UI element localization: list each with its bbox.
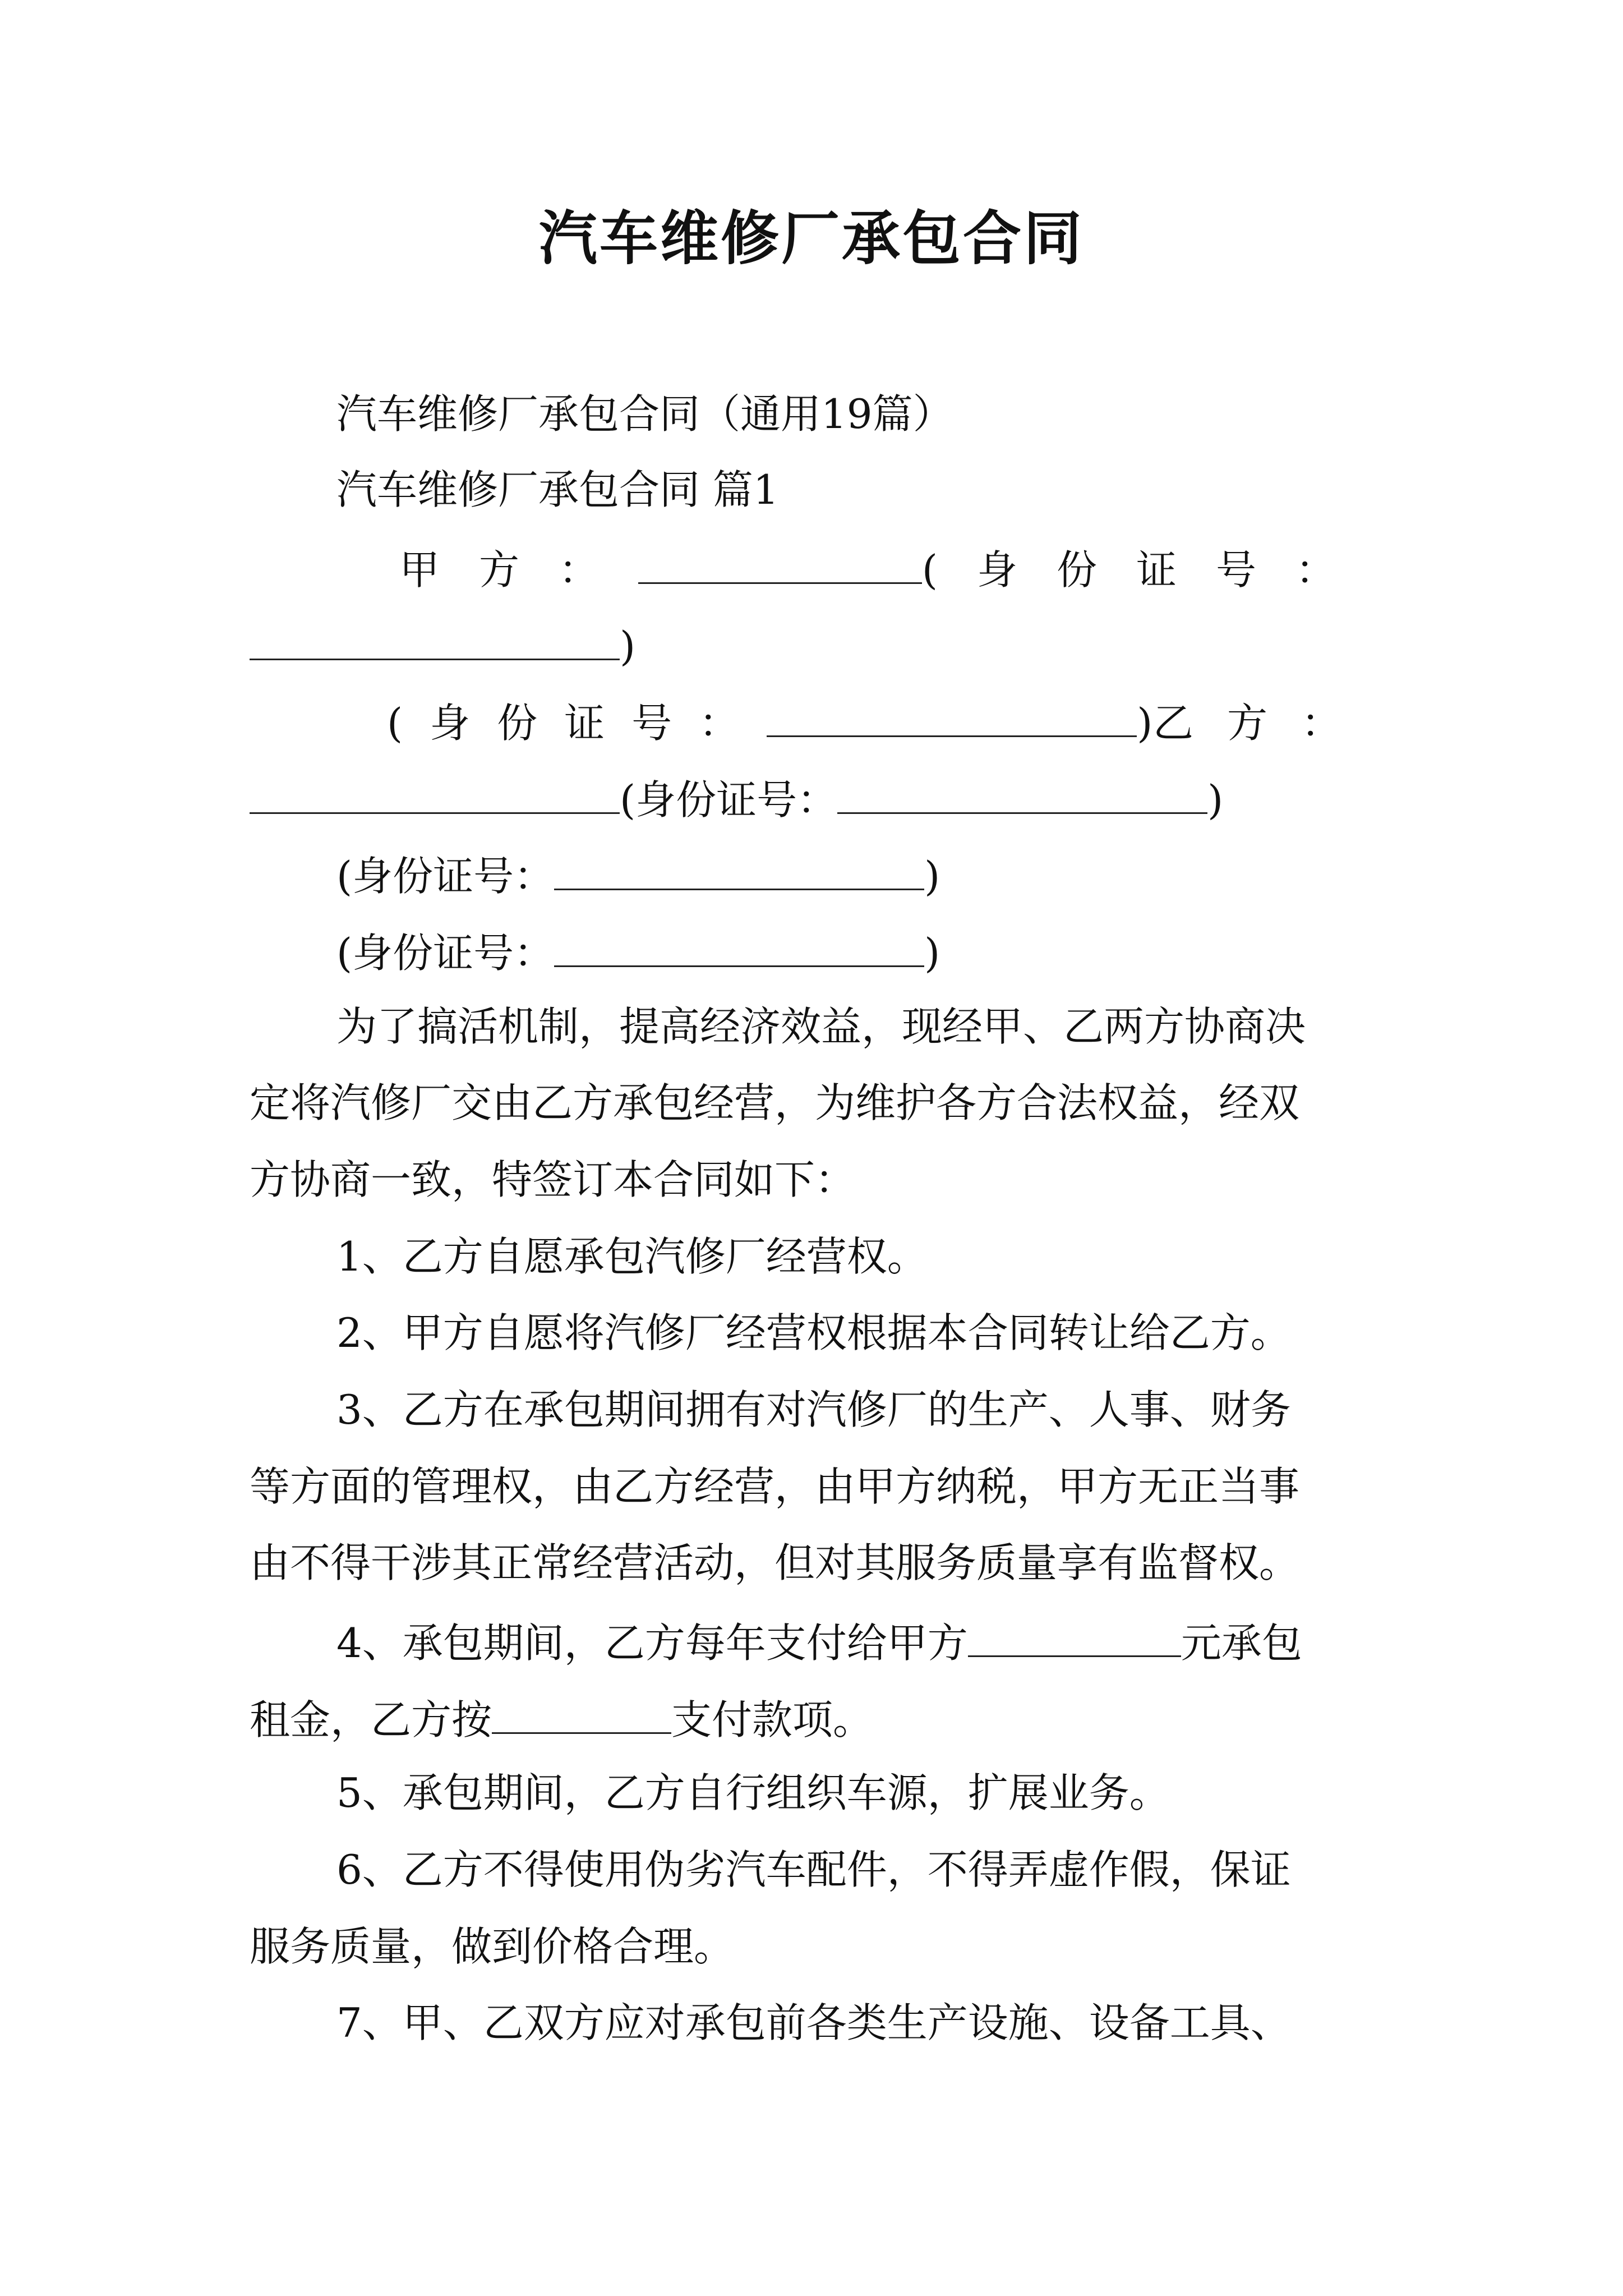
id-line-2-label: (身份证号： [336, 930, 555, 977]
id-line-1 [336, 845, 940, 904]
clause-3-line-2: 等方面的管理权，由乙方经营，由甲方纳税，甲方无正当事 [250, 1463, 1300, 1510]
document-subtitle: 汽车维修厂承包合同（通用19篇） [336, 390, 953, 438]
party-a-id-label: (身份证号： [921, 546, 1375, 593]
party-a-id-row [250, 615, 635, 674]
intro-line-2: 定将汽修厂交由乙方承包经营，为维护各方合法权益，经双 [250, 1079, 1300, 1126]
clause-2: 2、甲方自愿将汽修厂经营权根据本合同转让给乙方。 [336, 1309, 1291, 1356]
clause-6-line-1: 6、乙方不得使用伪劣汽车配件，不得弄虚作假，保证 [336, 1846, 1291, 1893]
party-b-label: 乙方： [1152, 700, 1375, 747]
payment-method-blank [492, 1688, 671, 1734]
party-b-close-paren: ) [1207, 776, 1224, 823]
clause-4-prefix: 4、承包期间，乙方每年支付给甲方 [336, 1619, 968, 1667]
party-a-close-paren: ) [620, 623, 636, 670]
id-line-2-blank [554, 922, 924, 967]
party-b-id-blank [837, 769, 1207, 814]
rent-amount-blank [968, 1612, 1181, 1657]
intro-line-1: 为了搞活机制，提高经济效益，现经甲、乙两方协商决 [336, 1003, 1306, 1050]
party-b-id-row [250, 769, 1223, 828]
party-a-row [399, 539, 1375, 598]
party-b-name-blank [250, 769, 620, 814]
party-b-id-label: (身份证号： [620, 776, 838, 823]
clause-4-suffix: 元承包 [1181, 1619, 1302, 1667]
id-label-row3: (身份证号： [387, 700, 767, 747]
close-paren-row3: ) [1137, 700, 1153, 747]
party-b-row [387, 692, 1375, 751]
clause-5: 5、承包期间，乙方自行组织车源，扩展业务。 [336, 1769, 1170, 1816]
section-heading: 汽车维修厂承包合同 篇1 [336, 466, 779, 513]
document-title: 汽车维修厂承包合同 [538, 204, 1084, 273]
clause-4-line-2 [250, 1688, 873, 1748]
id-blank-row3 [767, 692, 1137, 737]
id-line-1-close: ) [924, 853, 940, 900]
clause-1: 1、乙方自愿承包汽修厂经营权。 [336, 1233, 928, 1280]
clause-4-line-1 [336, 1612, 1302, 1671]
id-line-1-blank [554, 845, 924, 890]
party-a-name-blank [638, 539, 922, 584]
clause-7-line-1: 7、甲、乙双方应对承包前各类生产设施、设备工具、 [336, 1999, 1291, 2046]
clause-4-line-2-suffix: 支付款项。 [671, 1696, 874, 1743]
party-a-label: 甲方： [399, 546, 639, 593]
id-line-2 [336, 922, 940, 981]
id-line-1-label: (身份证号： [336, 853, 555, 900]
clause-3-line-3: 由不得干涉其正常经营活动，但对其服务质量享有监督权。 [250, 1539, 1300, 1586]
clause-6-line-2: 服务质量，做到价格合理。 [250, 1923, 735, 1970]
party-a-id-blank [250, 615, 620, 660]
clause-4-line-2-prefix: 租金，乙方按 [250, 1696, 492, 1743]
intro-line-3: 方协商一致，特签订本合同如下： [250, 1156, 856, 1203]
clause-3-line-1: 3、乙方在承包期间拥有对汽修厂的生产、人事、财务 [336, 1386, 1291, 1433]
id-line-2-close: ) [924, 930, 940, 977]
